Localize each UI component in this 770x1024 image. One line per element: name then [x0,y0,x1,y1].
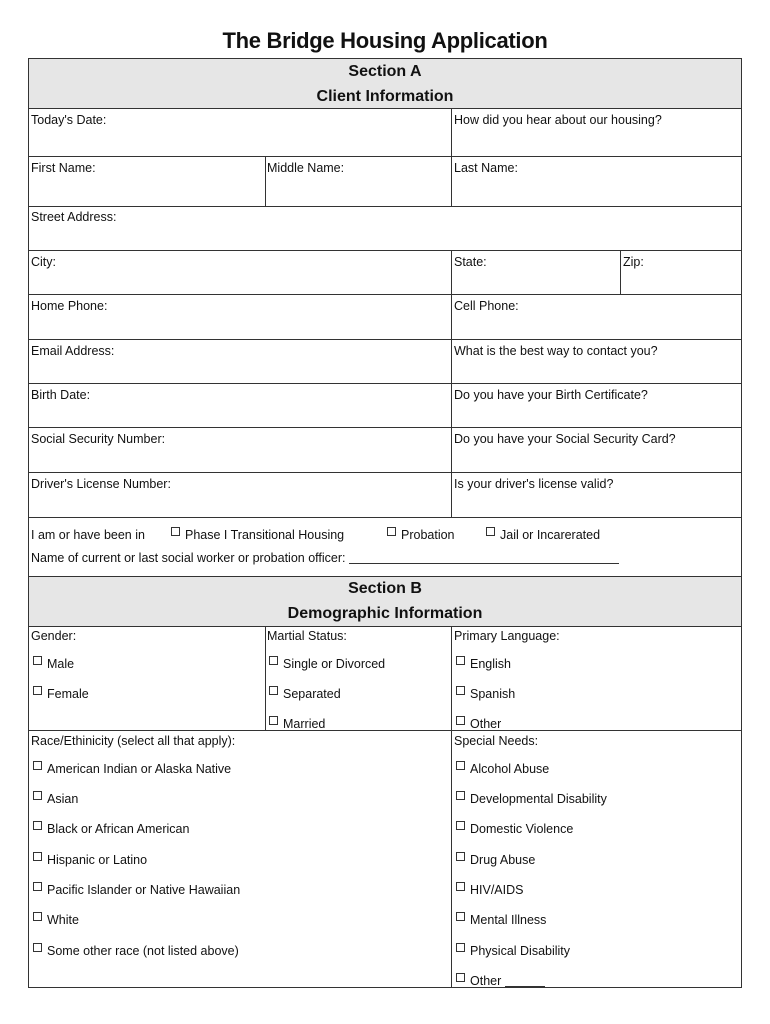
race-option[interactable]: American Indian or Alaska Native [33,761,231,776]
ssn-field[interactable]: Social Security Number: [31,432,166,446]
checkbox-icon[interactable] [456,656,465,665]
section-b-subheading: Demographic Information [287,605,483,622]
checkbox-icon[interactable] [456,943,465,952]
social-worker-line[interactable] [349,563,619,564]
checkbox-icon[interactable] [269,716,278,725]
special-needs-option[interactable]: Alcohol Abuse [456,761,549,776]
gender-option-male[interactable]: Male [33,656,74,671]
checkbox-icon[interactable] [456,852,465,861]
status-option-probation[interactable]: Probation [387,527,455,542]
special-needs-option[interactable]: Mental Illness [456,912,546,927]
section-a-heading: Section A [348,63,422,80]
marital-option-single[interactable]: Single or Divorced [269,656,385,671]
race-option[interactable]: Pacific Islander or Native Hawaiian [33,882,240,897]
special-needs-option[interactable]: Drug Abuse [456,852,535,867]
race-option[interactable]: Black or African American [33,821,189,836]
todays-date-field[interactable]: Today's Date: [31,113,107,127]
checkbox-icon[interactable] [171,527,180,536]
checkbox-icon[interactable] [33,943,42,952]
special-needs-option[interactable]: HIV/AIDS [456,882,524,897]
special-needs-option[interactable]: Domestic Violence [456,821,573,836]
special-needs-option[interactable]: Physical Disability [456,943,570,958]
email-field[interactable]: Email Address: [31,344,115,358]
cell-phone-field[interactable]: Cell Phone: [454,299,519,313]
zip-field[interactable]: Zip: [623,255,644,269]
checkbox-icon[interactable] [269,686,278,695]
application-form [28,58,742,988]
checkbox-icon[interactable] [456,821,465,830]
checkbox-icon[interactable] [33,761,42,770]
checkbox-icon[interactable] [33,912,42,921]
checkbox-icon[interactable] [33,791,42,800]
language-label: Primary Language: [454,629,560,643]
race-option[interactable]: White [33,912,79,927]
birth-cert-field[interactable]: Do you have your Birth Certificate? [454,388,648,402]
state-field[interactable]: State: [454,255,487,269]
best-contact-field[interactable]: What is the best way to contact you? [454,344,658,358]
social-worker-field[interactable]: Name of current or last social worker or probation officer: [31,551,619,565]
how-heard-field[interactable]: How did you hear about our housing? [454,113,662,127]
race-option[interactable]: Asian [33,791,78,806]
status-prefix: I am or have been in [31,528,145,542]
checkbox-icon[interactable] [456,716,465,725]
status-option-jail[interactable]: Jail or Incarerated [486,527,600,542]
special-needs-option-other[interactable]: Other [456,973,545,987]
checkbox-icon[interactable] [387,527,396,536]
checkbox-icon[interactable] [456,882,465,891]
marital-option-separated[interactable]: Separated [269,686,341,701]
status-option-transitional[interactable]: Phase I Transitional Housing [171,527,344,542]
middle-name-field[interactable]: Middle Name: [267,161,345,175]
checkbox-icon[interactable] [33,852,42,861]
checkbox-icon[interactable] [456,791,465,800]
checkbox-icon[interactable] [269,656,278,665]
dl-valid-field[interactable]: Is your driver's license valid? [454,477,614,491]
checkbox-icon[interactable] [486,527,495,536]
section-b-heading: Section B [348,580,422,597]
last-name-field[interactable]: Last Name: [454,161,518,175]
checkbox-icon[interactable] [456,761,465,770]
dl-number-field[interactable]: Driver's License Number: [31,477,171,491]
checkbox-icon[interactable] [456,686,465,695]
language-option-spanish[interactable]: Spanish [456,686,515,701]
checkbox-icon[interactable] [33,686,42,695]
gender-option-female[interactable]: Female [33,686,89,701]
language-option-other[interactable]: Other [456,716,501,729]
home-phone-field[interactable]: Home Phone: [31,299,108,313]
marital-option-married[interactable]: Married [269,716,325,729]
gender-label: Gender: [31,629,77,643]
marital-label: Martial Status: [267,629,347,643]
race-option[interactable]: Some other race (not listed above) [33,943,239,958]
language-option-english[interactable]: English [456,656,511,671]
race-label: Race/Ethinicity (select all that apply): [31,734,236,748]
checkbox-icon[interactable] [456,973,465,982]
section-a-subheading: Client Information [316,88,454,105]
race-option[interactable]: Hispanic or Latino [33,852,147,867]
city-field[interactable]: City: [31,255,56,269]
ss-card-field[interactable]: Do you have your Social Security Card? [454,432,676,446]
birth-date-field[interactable]: Birth Date: [31,388,91,402]
checkbox-icon[interactable] [456,912,465,921]
other-line[interactable] [505,986,545,987]
first-name-field[interactable]: First Name: [31,161,96,175]
special-needs-option[interactable]: Developmental Disability [456,791,607,806]
special-needs-label: Special Needs: [454,734,539,748]
checkbox-icon[interactable] [33,821,42,830]
page-title: The Bridge Housing Application [222,28,548,53]
street-address-field[interactable]: Street Address: [31,210,117,224]
checkbox-icon[interactable] [33,656,42,665]
checkbox-icon[interactable] [33,882,42,891]
